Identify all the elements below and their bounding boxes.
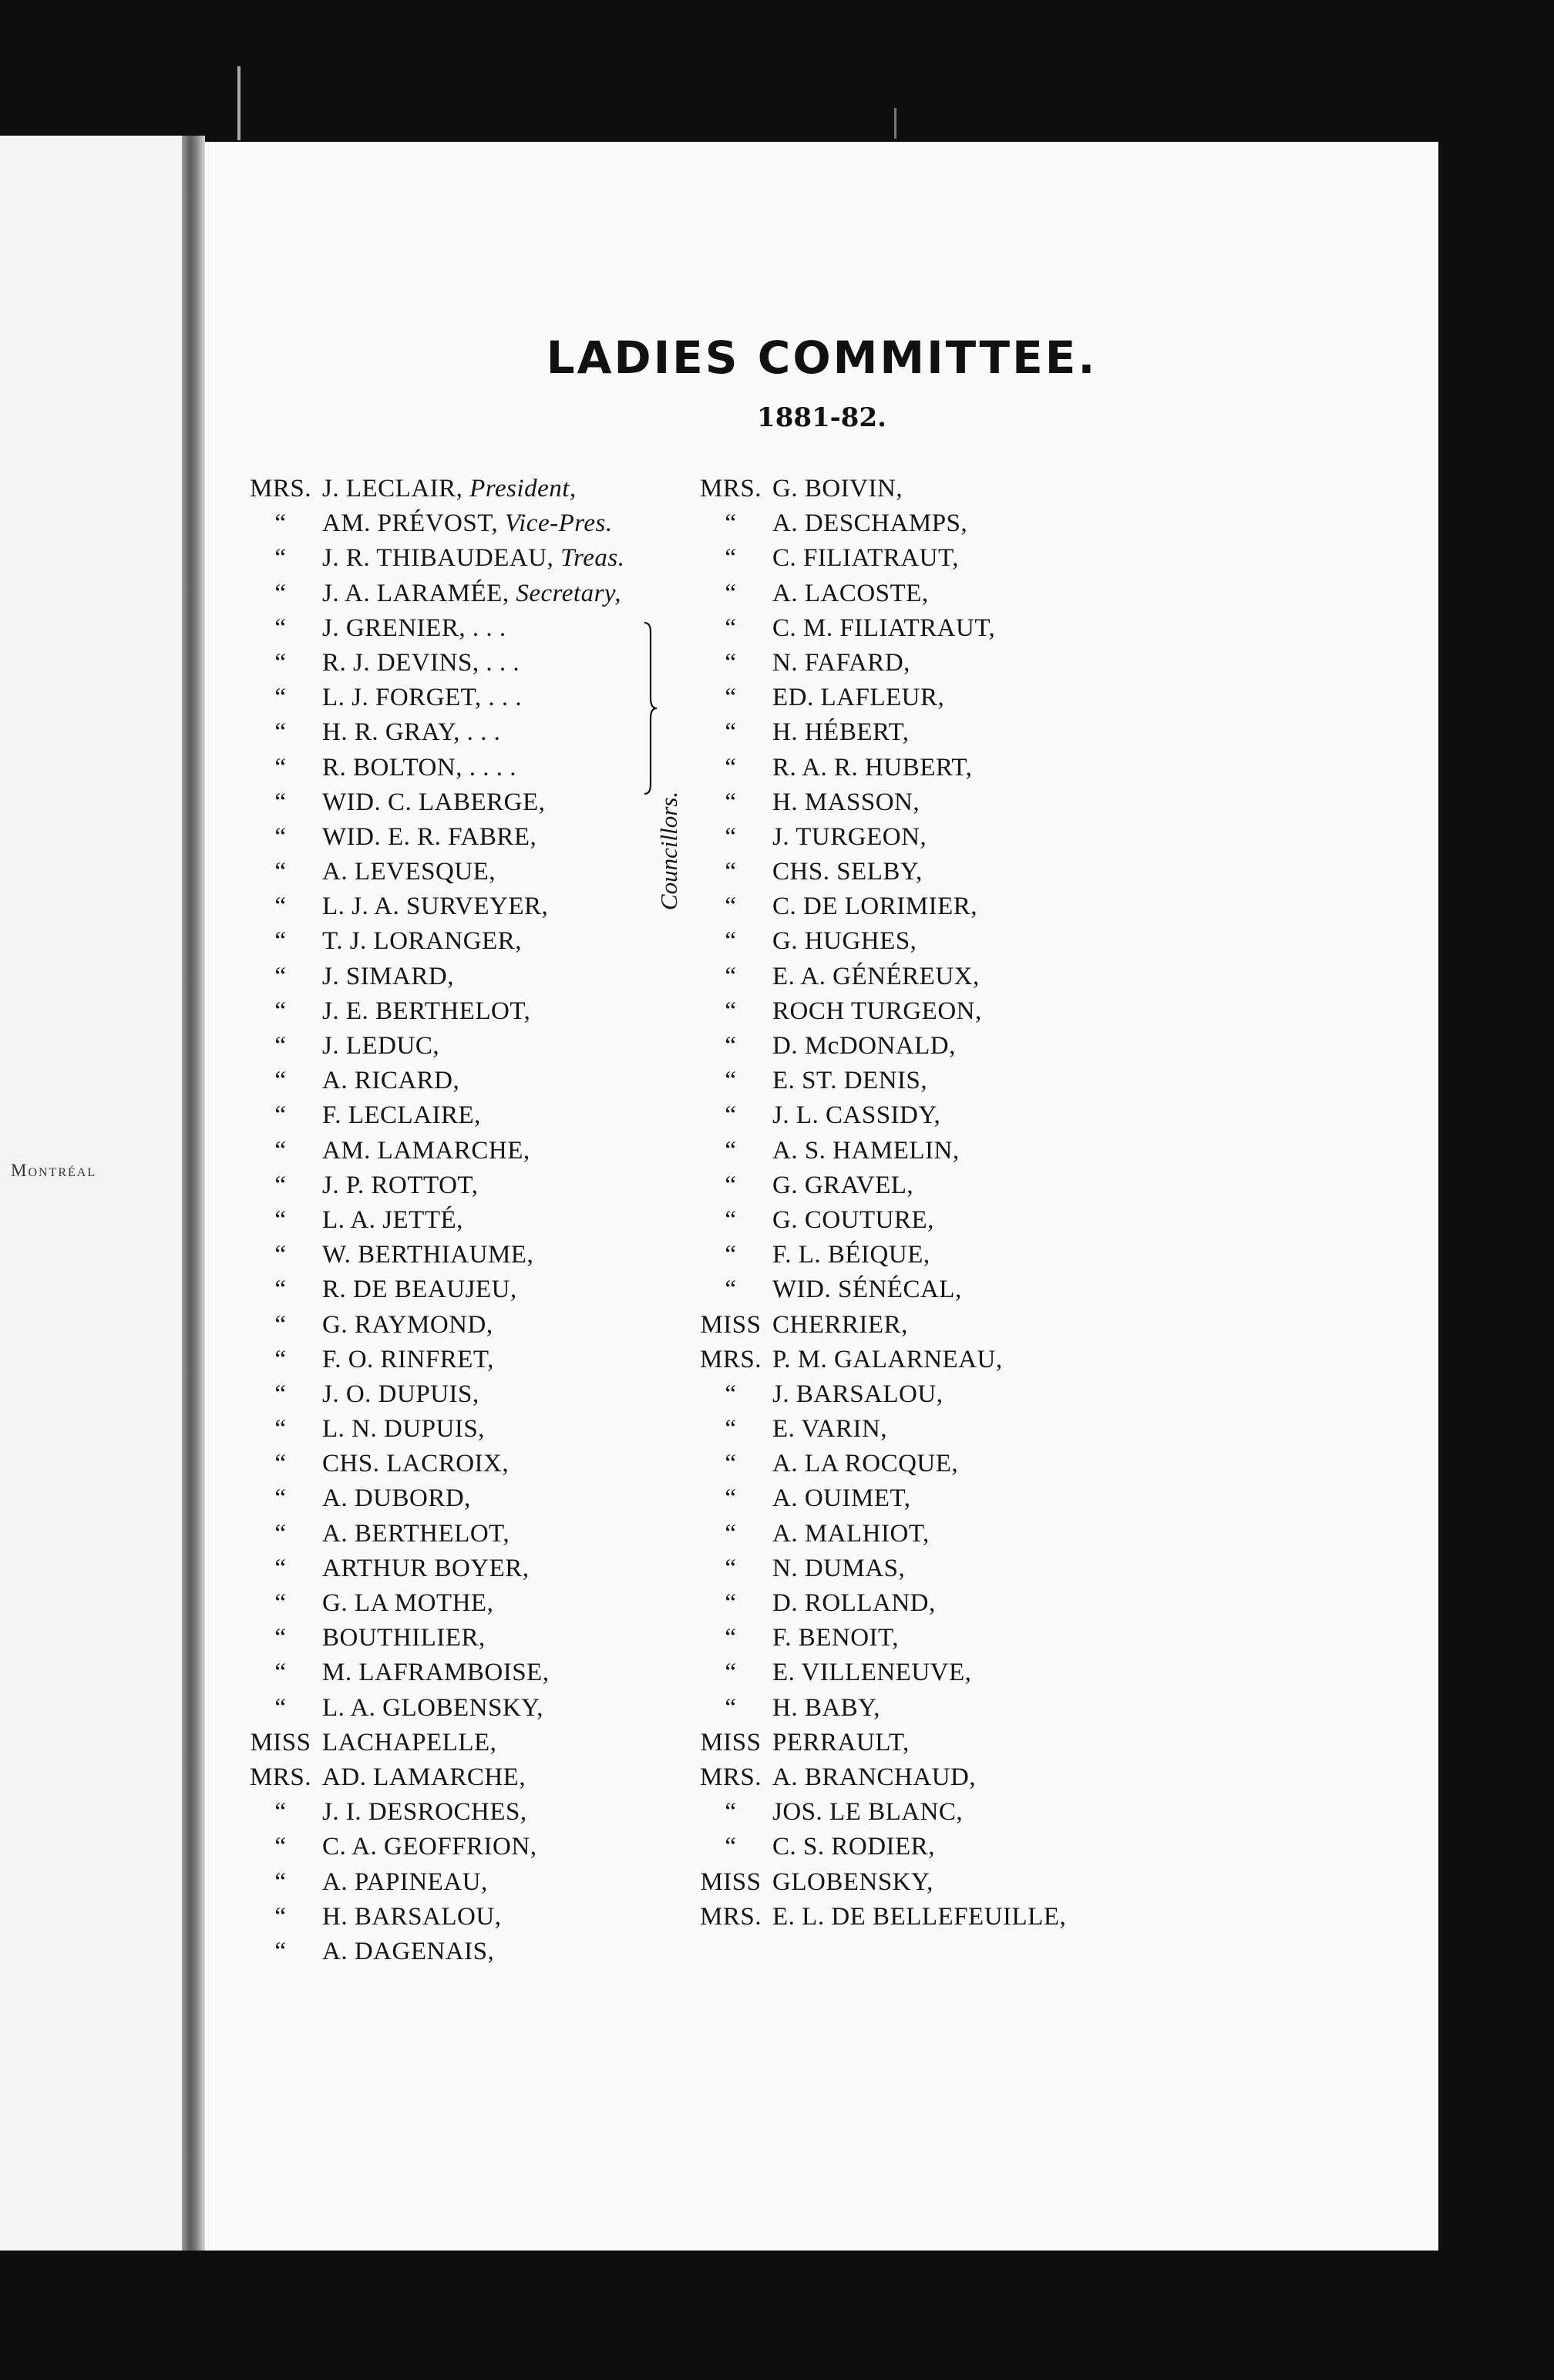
member-prefix: “	[725, 892, 737, 921]
member-prefix: “	[725, 1589, 737, 1617]
member-name: A. DUBORD,	[322, 1484, 471, 1513]
member-name: L. J. A. SURVEYER,	[322, 892, 549, 921]
member-prefix: “	[725, 1205, 737, 1234]
member-prefix: “	[274, 962, 287, 990]
member-name: WID. SÉNÉCAL,	[772, 1276, 962, 1304]
member-prefix: “	[274, 1589, 287, 1617]
member-prefix: “	[274, 753, 287, 782]
member-prefix: “	[274, 509, 287, 538]
member-prefix: “	[725, 613, 737, 642]
member-name: A. BERTHELOT,	[322, 1519, 510, 1548]
member-entry	[239, 681, 624, 715]
member-prefix: MRS.	[700, 475, 762, 503]
member-name: A. LACOSTE,	[772, 579, 929, 607]
member-name: W. BERTHIAUME,	[322, 1241, 534, 1269]
member-entry	[239, 1098, 624, 1133]
member-name: WID. E. R. FABRE,	[322, 822, 537, 851]
member-name: L. A. JETTÉ,	[322, 1205, 463, 1234]
member-name: AM. LAMARCHE,	[322, 1136, 530, 1165]
member-prefix: “	[274, 1624, 287, 1652]
member-entry	[239, 541, 624, 576]
member-name: J. R. THIBAUDEAU,	[322, 544, 554, 573]
member-prefix: “	[725, 1833, 737, 1861]
member-entry	[239, 1551, 624, 1586]
member-role: Secretary,	[516, 579, 621, 607]
member-entry	[239, 1029, 624, 1064]
member-entry	[239, 646, 624, 681]
member-entry	[239, 1760, 624, 1795]
member-entry	[689, 541, 1066, 576]
member-entry	[689, 1377, 1066, 1412]
member-entry	[239, 889, 624, 924]
member-entry	[689, 1586, 1066, 1621]
member-name: L. N. DUPUIS,	[322, 1415, 485, 1444]
member-name: C. A. GEOFFRION,	[322, 1833, 537, 1861]
member-prefix: “	[725, 1554, 737, 1582]
member-prefix: “	[725, 1380, 737, 1408]
member-name: E. A. GÉNÉREUX,	[772, 962, 980, 990]
member-name: F. BENOIT,	[772, 1624, 899, 1652]
member-name: J. LEDUC,	[322, 1032, 440, 1060]
member-prefix: “	[725, 788, 737, 816]
right-member-column	[689, 472, 1066, 1935]
member-role: Vice-Pres.	[504, 509, 613, 538]
member-entry	[689, 1412, 1066, 1447]
member-name: G. RAYMOND,	[322, 1310, 493, 1339]
member-prefix: “	[725, 1171, 737, 1199]
member-prefix: “	[274, 1067, 287, 1095]
member-prefix: “	[725, 858, 737, 886]
member-prefix: “	[274, 718, 287, 747]
member-name: D. McDONALD,	[772, 1032, 956, 1060]
member-prefix: “	[725, 1276, 737, 1304]
member-entry	[239, 1517, 624, 1551]
member-name: G. BOIVIN,	[772, 475, 903, 503]
member-prefix: “	[725, 997, 737, 1025]
member-entry	[689, 1551, 1066, 1586]
member-entry	[689, 646, 1066, 681]
member-entry	[689, 960, 1066, 994]
member-prefix: “	[274, 1554, 287, 1582]
member-entry	[239, 1238, 624, 1272]
member-prefix: MRS.	[700, 1345, 762, 1373]
member-prefix: “	[274, 822, 287, 851]
member-entry	[239, 960, 624, 994]
member-name: A. S. HAMELIN,	[772, 1136, 960, 1165]
member-name: E. VILLENEUVE,	[772, 1659, 972, 1687]
member-prefix: “	[274, 1380, 287, 1408]
member-prefix: “	[274, 1833, 287, 1861]
member-entry	[239, 1726, 624, 1760]
member-prefix: “	[725, 927, 737, 956]
member-prefix: “	[725, 1624, 737, 1652]
member-entry	[689, 785, 1066, 820]
book-gutter	[182, 136, 205, 2251]
member-name: E. ST. DENIS,	[772, 1067, 928, 1095]
member-name: H. BABY,	[772, 1693, 881, 1722]
member-prefix: “	[725, 1659, 737, 1687]
member-entry	[239, 577, 624, 611]
member-prefix: “	[274, 1276, 287, 1304]
member-name: J. I. DESROCHES,	[322, 1798, 527, 1827]
member-entry	[239, 715, 624, 750]
member-name: A. LEVESQUE,	[322, 858, 496, 886]
councillors-brace-icon	[643, 621, 660, 795]
member-prefix: “	[725, 544, 737, 573]
member-name: A. BRANCHAUD,	[772, 1763, 977, 1791]
member-name: WID. C. LABERGE,	[322, 788, 546, 816]
member-entry	[239, 924, 624, 959]
member-entry	[689, 1726, 1066, 1760]
member-name: H. BARSALOU,	[322, 1902, 502, 1931]
member-entry	[239, 994, 624, 1029]
member-name: G. GRAVEL,	[772, 1171, 914, 1199]
member-prefix: “	[274, 858, 287, 886]
member-name: D. ROLLAND,	[772, 1589, 936, 1617]
member-entry	[239, 1656, 624, 1690]
member-prefix: “	[725, 1693, 737, 1722]
left-member-column	[239, 472, 624, 1969]
member-entry	[689, 1656, 1066, 1690]
member-entry	[689, 1830, 1066, 1864]
member-prefix: “	[274, 1310, 287, 1339]
member-name: R. DE BEAUJEU,	[322, 1276, 517, 1304]
member-name: N. FAFARD,	[772, 648, 910, 677]
member-prefix: “	[274, 1519, 287, 1548]
member-name: A. RICARD,	[322, 1067, 460, 1095]
member-name: ROCH TURGEON,	[772, 997, 982, 1025]
member-prefix: “	[274, 1659, 287, 1687]
member-prefix: MISS	[700, 1728, 762, 1756]
member-entry	[689, 1481, 1066, 1516]
member-entry	[689, 472, 1066, 506]
member-name: J. LECLAIR,	[322, 475, 463, 503]
member-prefix: “	[274, 648, 287, 677]
member-prefix: “	[274, 684, 287, 712]
member-prefix: “	[725, 648, 737, 677]
member-prefix: “	[725, 822, 737, 851]
member-entry	[689, 715, 1066, 750]
member-prefix: “	[274, 1937, 287, 1965]
member-name: G. HUGHES,	[772, 927, 917, 956]
member-name: N. DUMAS,	[772, 1554, 906, 1582]
left-page-label: Montréal	[11, 1161, 97, 1180]
member-entry	[689, 1098, 1066, 1133]
member-role: Treas.	[560, 544, 625, 573]
member-name: C. M. FILIATRAUT,	[772, 613, 996, 642]
member-name: C. FILIATRAUT,	[772, 544, 959, 573]
member-prefix: “	[274, 1136, 287, 1165]
member-entry	[689, 751, 1066, 785]
member-prefix: “	[725, 684, 737, 712]
member-entry	[239, 1447, 624, 1481]
member-entry	[689, 994, 1066, 1029]
member-entry	[239, 1935, 624, 1969]
member-prefix: “	[725, 1519, 737, 1548]
member-entry	[689, 1168, 1066, 1203]
member-entry	[689, 681, 1066, 715]
member-name: ARTHUR BOYER,	[322, 1554, 530, 1582]
member-entry	[689, 1517, 1066, 1551]
paper-crease	[894, 108, 896, 139]
member-prefix: “	[725, 579, 737, 607]
member-prefix: “	[274, 544, 287, 573]
member-prefix: “	[725, 509, 737, 538]
member-name: F. LECLAIRE,	[322, 1101, 481, 1130]
member-name: T. J. LORANGER,	[322, 927, 522, 956]
member-entry	[239, 611, 624, 646]
member-name: A. OUIMET,	[772, 1484, 911, 1513]
member-name: ED. LAFLEUR,	[772, 684, 945, 712]
member-entry	[689, 1865, 1066, 1900]
member-name: C. DE LORIMIER,	[772, 892, 977, 921]
member-entry	[689, 1343, 1066, 1377]
member-prefix: “	[725, 1484, 737, 1513]
member-name: R. BOLTON, . . . .	[322, 753, 516, 782]
member-name: C. S. RODIER,	[772, 1833, 935, 1861]
member-name: H. R. GRAY, . . .	[322, 718, 501, 747]
member-name: PERRAULT,	[772, 1728, 910, 1756]
member-name: AM. PRÉVOST,	[322, 509, 499, 538]
member-entry	[239, 1308, 624, 1343]
member-name: J. A. LARAMÉE,	[322, 579, 510, 607]
page-year: 1881-82.	[757, 402, 886, 433]
member-name: L. J. FORGET, . . .	[322, 684, 523, 712]
member-prefix: “	[274, 1798, 287, 1827]
member-name: A. MALHIOT,	[772, 1519, 930, 1548]
member-entry	[689, 1621, 1066, 1656]
member-entry	[689, 1795, 1066, 1830]
member-name: H. MASSON,	[772, 788, 920, 816]
member-prefix: “	[274, 1345, 287, 1373]
member-entry	[689, 1238, 1066, 1272]
member-name: CHS. SELBY,	[772, 858, 923, 886]
member-entry	[689, 577, 1066, 611]
councillors-label: Councillors.	[655, 791, 682, 911]
paper-crease	[237, 66, 240, 140]
member-prefix: “	[274, 1241, 287, 1269]
member-name: GLOBENSKY,	[772, 1867, 933, 1896]
member-prefix: “	[274, 1867, 287, 1896]
member-name: G. COUTURE,	[772, 1205, 934, 1234]
member-name: BOUTHILIER,	[322, 1624, 486, 1652]
member-entry	[239, 820, 624, 855]
member-entry	[689, 855, 1066, 889]
member-name: CHS. LACROIX,	[322, 1450, 510, 1478]
member-prefix: MRS.	[700, 1763, 762, 1791]
member-entry	[239, 1134, 624, 1168]
member-prefix: “	[274, 1032, 287, 1060]
member-entry	[239, 1865, 624, 1900]
member-name: A. PAPINEAU,	[322, 1867, 488, 1896]
member-prefix: “	[274, 613, 287, 642]
member-entry	[689, 1064, 1066, 1098]
member-prefix: “	[725, 1415, 737, 1444]
member-name: A. LA ROCQUE,	[772, 1450, 959, 1478]
member-role: President,	[469, 475, 577, 503]
member-prefix: “	[274, 788, 287, 816]
member-name: F. L. BÉIQUE,	[772, 1241, 930, 1269]
member-entry	[689, 1760, 1066, 1795]
member-prefix: “	[274, 1205, 287, 1234]
member-name: F. O. RINFRET,	[322, 1345, 494, 1373]
page-title: LADIES COMMITTEE.	[546, 331, 1098, 384]
member-prefix: “	[274, 1484, 287, 1513]
member-entry	[239, 1586, 624, 1621]
member-prefix: “	[274, 1693, 287, 1722]
member-name: P. M. GALARNEAU,	[772, 1345, 1003, 1373]
member-entry	[239, 855, 624, 889]
member-name: J. TURGEON,	[772, 822, 927, 851]
member-name: R. A. R. HUBERT,	[772, 753, 973, 782]
member-prefix: “	[725, 1136, 737, 1165]
member-prefix: “	[274, 1450, 287, 1478]
member-name: A. DESCHAMPS,	[772, 509, 968, 538]
member-entry	[689, 1308, 1066, 1343]
left-page	[0, 136, 182, 2251]
member-prefix: MRS.	[250, 475, 311, 503]
member-entry	[239, 1272, 624, 1307]
member-name: J. GRENIER, . . .	[322, 613, 506, 642]
member-entry	[689, 1447, 1066, 1481]
member-name: JOS. LE BLANC,	[772, 1798, 964, 1827]
member-entry	[239, 1412, 624, 1447]
member-entry	[239, 506, 624, 541]
member-prefix: “	[725, 1241, 737, 1269]
member-prefix: MRS.	[250, 1763, 311, 1791]
member-prefix: “	[725, 753, 737, 782]
member-name: AD. LAMARCHE,	[322, 1763, 526, 1791]
member-entry	[239, 1064, 624, 1098]
member-entry	[239, 1343, 624, 1377]
member-prefix: MRS.	[700, 1902, 762, 1931]
member-prefix: “	[274, 1101, 287, 1130]
member-entry	[239, 1795, 624, 1830]
member-entry	[689, 1272, 1066, 1307]
member-prefix: “	[725, 1032, 737, 1060]
member-prefix: “	[725, 1798, 737, 1827]
member-prefix: “	[274, 927, 287, 956]
member-entry	[689, 924, 1066, 959]
member-prefix: “	[274, 579, 287, 607]
member-name: J. L. CASSIDY,	[772, 1101, 941, 1130]
member-entry	[689, 1691, 1066, 1726]
member-name: A. DAGENAIS,	[322, 1937, 495, 1965]
member-entry	[239, 1900, 624, 1935]
member-entry	[689, 611, 1066, 646]
member-name: E. L. DE BELLEFEUILLE,	[772, 1902, 1067, 1931]
member-name: M. LAFRAMBOISE,	[322, 1659, 550, 1687]
member-prefix: “	[725, 1067, 737, 1095]
member-name: G. LA MOTHE,	[322, 1589, 494, 1617]
member-prefix: MISS	[700, 1310, 762, 1339]
member-entry	[689, 1134, 1066, 1168]
member-entry	[689, 1029, 1066, 1064]
member-name: L. A. GLOBENSKY,	[322, 1693, 544, 1722]
member-entry	[239, 1621, 624, 1656]
member-prefix: “	[725, 1450, 737, 1478]
member-name: J. SIMARD,	[322, 962, 454, 990]
member-prefix: “	[274, 1902, 287, 1931]
member-entry	[239, 1481, 624, 1516]
right-page	[205, 142, 1438, 2251]
member-name: J. E. BERTHELOT,	[322, 997, 531, 1025]
member-prefix: “	[725, 1101, 737, 1130]
member-entry	[239, 1168, 624, 1203]
member-entry	[689, 1203, 1066, 1238]
member-prefix: “	[274, 892, 287, 921]
member-name: J. O. DUPUIS,	[322, 1380, 479, 1408]
member-entry	[689, 889, 1066, 924]
member-entry	[239, 1830, 624, 1864]
member-prefix: MISS	[250, 1728, 311, 1756]
member-name: CHERRIER,	[772, 1310, 908, 1339]
member-prefix: “	[274, 1415, 287, 1444]
member-entry	[239, 472, 624, 506]
member-entry	[239, 1691, 624, 1726]
member-name: R. J. DEVINS, . . .	[322, 648, 520, 677]
member-prefix: “	[274, 997, 287, 1025]
member-name: J. BARSALOU,	[772, 1380, 944, 1408]
member-entry	[689, 820, 1066, 855]
member-prefix: “	[725, 962, 737, 990]
member-entry	[239, 785, 624, 820]
member-name: H. HÉBERT,	[772, 718, 910, 747]
member-entry	[239, 1203, 624, 1238]
member-entry	[239, 751, 624, 785]
member-prefix: “	[274, 1171, 287, 1199]
member-entry	[689, 506, 1066, 541]
member-prefix: MISS	[700, 1867, 762, 1896]
member-name: LACHAPELLE,	[322, 1728, 497, 1756]
member-entry	[239, 1377, 624, 1412]
member-entry	[689, 1900, 1066, 1935]
member-name: E. VARIN,	[772, 1415, 888, 1444]
member-prefix: “	[725, 718, 737, 747]
member-name: J. P. ROTTOT,	[322, 1171, 479, 1199]
